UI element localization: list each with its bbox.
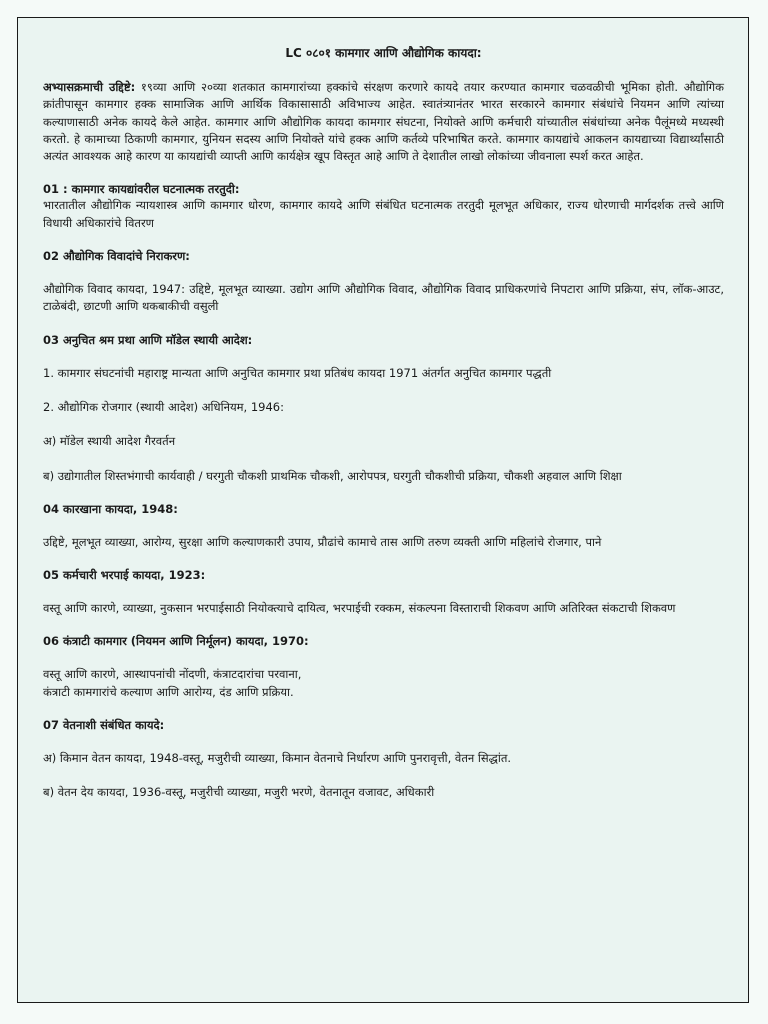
document-page xyxy=(17,17,749,1003)
section-03-item-2: 2. औद्योगिक रोजगार (स्थायी आदेश) अधिनियम, 1946: xyxy=(43,399,284,414)
section-07-item-a: अ) किमान वेतन कायदा, 1948-वस्तू, मजुरीची व्याख्या, किमान वेतनाचे निर्धारण आणि पुनरावृत्ती, वेतन सिद्धांत. xyxy=(43,751,512,766)
section-02-heading: 02 औद्योगिक विवादांचे निराकरण: xyxy=(43,249,190,264)
section-06-heading: 06 कंत्राटी कामगार (नियमन आणि निर्मूलन) कायदा, 1970: xyxy=(43,634,309,649)
document-title: LC ०८०१ कामगार आणि औद्योगिक कायदा: xyxy=(285,46,482,60)
section-07-heading: 07 वेतनाशी संबंधित कायदे: xyxy=(43,718,165,733)
section-04-heading: 04 कारखाना कायदा, 1948: xyxy=(43,501,178,516)
section-05-heading: 05 कर्मचारी भरपाई कायदा, 1923: xyxy=(43,568,206,583)
section-03-heading: 03 अनुचित श्रम प्रथा आणि मॉडेल स्थायी आदेश: xyxy=(43,332,253,347)
section-03-item-a: अ) मॉडेल स्थायी आदेश गैरवर्तन xyxy=(43,434,176,449)
section-06-line-2: कंत्राटी कामगारांचे कल्याण आणि आरोग्य, दंड आणि प्रक्रिया. xyxy=(43,684,294,699)
section-05-body: वस्तू आणि कारणे, व्याख्या, नुकसान भरपाईसाठी नियोक्त्याचे दायित्व, भरपाईची रक्कम, संकल्पना विस्ताराची शिकवण आणि अतिरिक्त संकटाची शिकवण xyxy=(43,601,676,616)
section-07-item-b: ब) वेतन देय कायदा, 1936-वस्तू, मजुरीची व्याख्या, मजुरी भरणे, वेतनातून वजावट, अधिकारी xyxy=(43,785,435,800)
section-01-body: भारतातील औद्योगिक न्यायशास्त्र आणि कामगार धोरण, कामगार कायदे आणि संबंधित घटनात्मक तरतुदी मूलभूत अधिकार, राज्य धोरणाची मार्गदर्शक तत्त्वे आणि विधायी अधिकारांचे वितरण xyxy=(43,198,724,230)
intro-lead: अभ्यासक्रमाची उद्दिष्टे: xyxy=(43,80,136,94)
intro-text: १९व्या आणि २०व्या शतकात कामगारांच्या हक्कांचे संरक्षण करणारे कायदे तयार करण्यात कामगार चळवळीची भूमिका होती. औद्योगिक क्रांतीपासून कामगार हक्क सामाजिक आणि आर्थिक विकासासाठी अविभाज्य आहेत. स्वातंत्र्यानंतर भारत सरकारने कामगार संबंधांचे नियमन आणि त्यांच्या कल्याणासाठी अनेक कायदे केले आहेत. कामगार आणि औद्योगिक कायदा कामगार संघटना, नियोक्ते आणि कर्मचारी यांच्यातील संबंधांच्या अनेक पैलूंमध्ये मध्यस्थी करतो. हे कामाच्या ठिकाणी कामगार, युनियन सदस्य आणि नियोक्ते यांचे हक्क आणि कर्तव्ये परिभाषित करते. कामगार कायद्यांचे आकलन कायद्याच्या विद्यार्थ्यांसाठी अत्यंत आवश्यक आहे कारण या कायद्यांची व्याप्ती आणि कार्यक्षेत्र खूप विस्तृत आहे आणि ते देशातील लाखो लोकांच्या जीवनाला स्पर्श करत आहेत. xyxy=(43,80,724,164)
intro-paragraph xyxy=(43,79,724,165)
section-03-item-b: ब) उद्योगातील शिस्तभंगाची कार्यवाही / घरगुती चौकशी प्राथमिक चौकशी, आरोपपत्र, घरगुती चौकशीची प्रक्रिया, चौकशी अहवाल आणि शिक्षा xyxy=(43,468,622,483)
section-01-heading: 01 : कामगार कायद्यांवरील घटनात्मक तरतुदी: xyxy=(43,182,240,197)
section-02-body: औद्योगिक विवाद कायदा, 1947: उद्दिष्टे, मूलभूत व्याख्या. उद्योग आणि औद्योगिक विवाद, औद्योगिक विवाद प्राधिकरणांचे निपटारा आणि प्रक्रिया, संप, लॉक-आउट, टाळेबंदी, छाटणी आणि थकबाकीची वसुली xyxy=(43,282,724,314)
section-04-body: उद्दिष्टे, मूलभूत व्याख्या, आरोग्य, सुरक्षा आणि कल्याणकारी उपाय, प्रौढांचे कामाचे तास आणि तरुण व्यक्ती आणि महिलांचे रोजगार, पाने xyxy=(43,534,602,549)
section-03-item-1: 1. कामगार संघटनांची महाराष्ट्र मान्यता आणि अनुचित कामगार प्रथा प्रतिबंध कायदा 1971 अंतर्गत अनुचित कामगार पद्धती xyxy=(43,365,552,380)
section-06-line-1: वस्तू आणि कारणे, आस्थापनांची नोंदणी, कंत्राटदारांचा परवाना, xyxy=(43,667,302,682)
